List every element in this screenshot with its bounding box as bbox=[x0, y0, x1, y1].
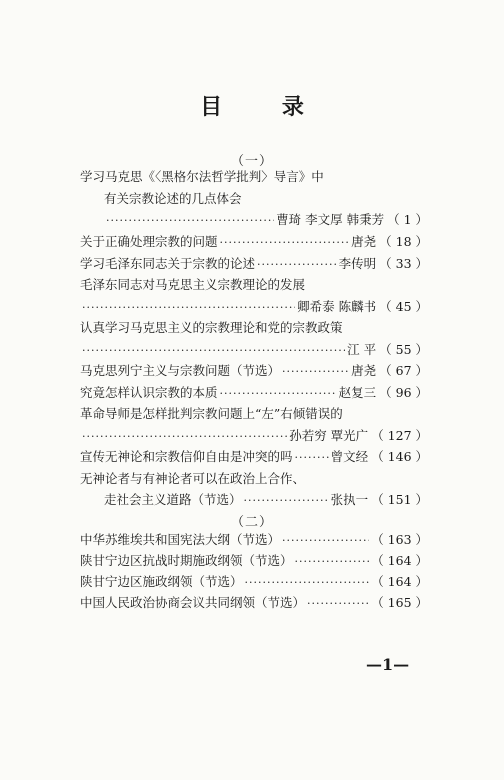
entry-title: 中华苏维埃共和国宪法大纲（节选） bbox=[80, 532, 281, 547]
toc-entry bbox=[80, 340, 428, 360]
entry-title: 有关宗教论述的几点体会 bbox=[104, 191, 242, 206]
toc-entry bbox=[104, 210, 428, 230]
entry-author: 曹琦 李文厚 韩秉芳 bbox=[276, 212, 385, 227]
toc-entry bbox=[80, 318, 428, 338]
entry-page: （ 96 ） bbox=[379, 385, 428, 400]
entry-title: 革命导师是怎样批判宗教问题上“左”右倾错误的 bbox=[80, 406, 343, 421]
entry-page: （ 67 ） bbox=[379, 363, 428, 378]
entry-author: 曾文经 bbox=[330, 449, 369, 464]
entry-author: 孙若穷 覃光广 bbox=[289, 428, 369, 443]
section-heading-2: （二） bbox=[230, 515, 273, 530]
entry-page: （ 55 ） bbox=[379, 342, 428, 357]
entry-author: 赵复三 bbox=[338, 385, 377, 400]
entry-page: （ 164 ） bbox=[371, 574, 428, 589]
entry-page: （ 33 ） bbox=[379, 256, 428, 271]
toc-entry bbox=[80, 167, 428, 187]
toc-entry bbox=[80, 469, 428, 489]
entry-author: 江 平 bbox=[347, 342, 377, 357]
entry-page: （ 18 ） bbox=[379, 234, 428, 249]
section-heading-1: （一） bbox=[230, 154, 273, 169]
toc-entry bbox=[104, 490, 428, 510]
leader-dots bbox=[282, 365, 349, 378]
toc-entry bbox=[80, 530, 428, 550]
leader-dots bbox=[220, 236, 350, 249]
toc-entry bbox=[80, 232, 428, 252]
leader-dots bbox=[82, 344, 345, 357]
entry-title: 宣传无神论和宗教信仰自由是冲突的吗 bbox=[80, 449, 293, 464]
toc-entry bbox=[80, 426, 428, 446]
entry-page: （ 1 ） bbox=[387, 212, 428, 227]
toc-entry bbox=[80, 593, 428, 613]
entry-title: 陕甘宁边区抗战时期施政纲领（节选） bbox=[80, 553, 293, 568]
toc-entry bbox=[80, 297, 428, 317]
entry-page: （ 45 ） bbox=[379, 299, 428, 314]
toc-entry bbox=[80, 404, 428, 424]
page-number: —1— bbox=[366, 655, 410, 674]
leader-dots bbox=[244, 494, 329, 507]
entry-author: 唐尧 bbox=[351, 363, 377, 378]
toc-entry bbox=[80, 254, 428, 274]
leader-dots bbox=[295, 451, 329, 464]
toc-title: 目 录 bbox=[200, 94, 330, 120]
entry-page: （ 151 ） bbox=[371, 492, 428, 507]
leader-dots bbox=[220, 387, 337, 400]
entry-title: 无神论者与有神论者可以在政治上合作、 bbox=[80, 471, 306, 486]
toc-entry bbox=[80, 551, 428, 571]
entry-title: 走社会主义道路（节选） bbox=[104, 492, 242, 507]
entry-title: 关于正确处理宗教的问题 bbox=[80, 234, 218, 249]
entry-page: （ 146 ） bbox=[371, 449, 428, 464]
leader-dots bbox=[282, 534, 369, 547]
entry-title: 学习马克思《〈黑格尔法哲学批判〉导言》中 bbox=[80, 169, 324, 184]
leader-dots bbox=[245, 576, 370, 589]
entry-title: 陕甘宁边区施政纲领（节选） bbox=[80, 574, 243, 589]
leader-dots bbox=[82, 430, 287, 443]
toc-entry bbox=[80, 275, 428, 295]
toc-entry bbox=[80, 383, 428, 403]
toc-entry bbox=[104, 189, 428, 209]
leader-dots bbox=[106, 214, 274, 227]
entry-page: （ 163 ） bbox=[371, 532, 428, 547]
entry-title: 究竟怎样认识宗教的本质 bbox=[80, 385, 218, 400]
entry-title: 学习毛泽东同志关于宗教的论述 bbox=[80, 256, 256, 271]
entry-author: 唐尧 bbox=[351, 234, 377, 249]
leader-dots bbox=[295, 555, 370, 568]
entry-author: 张执一 bbox=[330, 492, 369, 507]
toc-entry bbox=[80, 361, 428, 381]
toc-entry bbox=[80, 447, 428, 467]
entry-title: 马克思列宁主义与宗教问题（节选） bbox=[80, 363, 281, 378]
entry-title: 认真学习马克思主义的宗教理论和党的宗教政策 bbox=[80, 320, 343, 335]
entry-author: 卿希泰 陈麟书 bbox=[297, 299, 377, 314]
leader-dots bbox=[82, 301, 295, 314]
leader-dots bbox=[307, 597, 369, 610]
entry-page: （ 127 ） bbox=[371, 428, 428, 443]
entry-author: 李传明 bbox=[338, 256, 377, 271]
entry-title: 毛泽东同志对马克思主义宗教理论的发展 bbox=[80, 277, 306, 292]
entry-page: （ 165 ） bbox=[371, 595, 428, 610]
entry-title: 中国人民政治协商会议共同纲领（节选） bbox=[80, 595, 306, 610]
entry-page: （ 164 ） bbox=[371, 553, 428, 568]
toc-entry bbox=[80, 572, 428, 592]
leader-dots bbox=[257, 258, 337, 271]
